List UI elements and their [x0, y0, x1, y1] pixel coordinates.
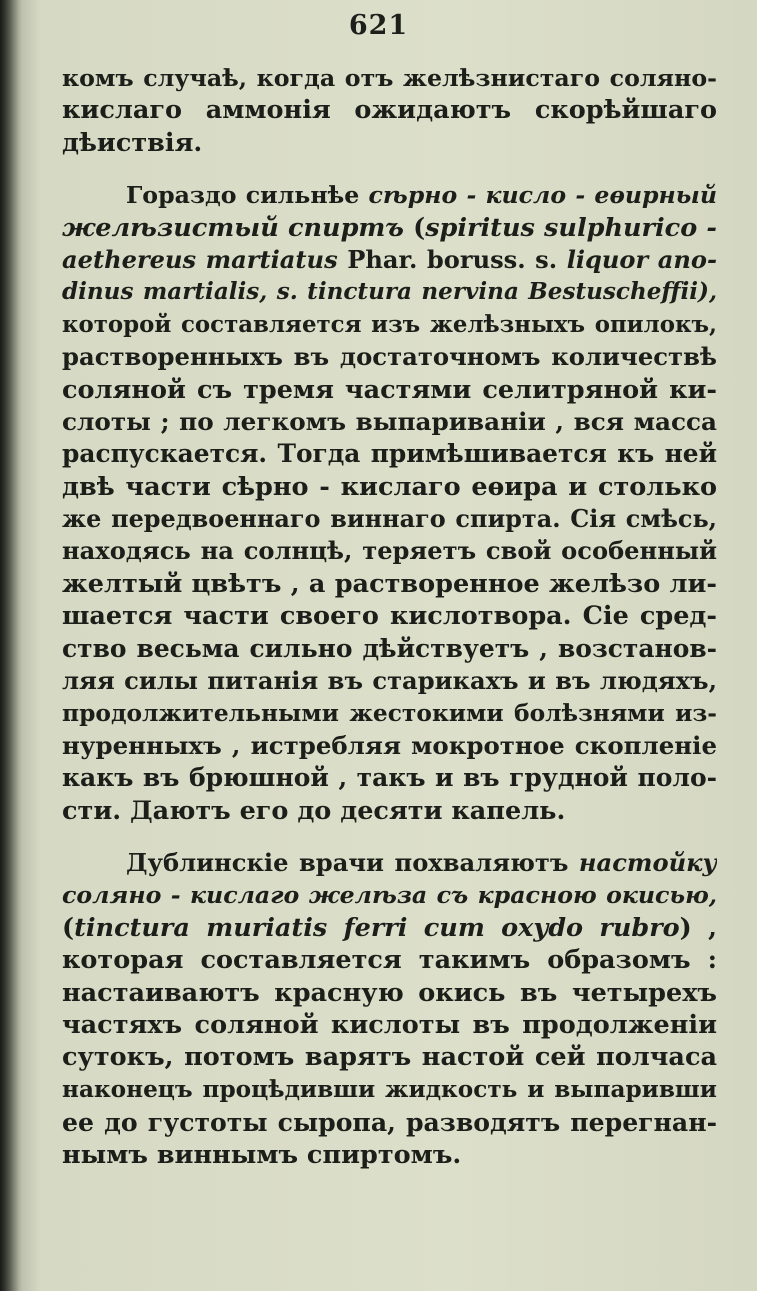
- text-run: частяхъ соляной кислоты въ продолженіи: [62, 1009, 717, 1040]
- text-line: [62, 406, 717, 438]
- text-run: кислаго аммонія ожидаютъ скорѣйшаго: [62, 95, 717, 126]
- text-line: [62, 879, 717, 911]
- text-run: которой составляется изъ желѣзныхъ опилокъ,: [62, 311, 717, 338]
- text-line: [62, 1106, 717, 1138]
- text-line: [62, 127, 717, 159]
- italic-text-run: сѣрно - кисло - еѳирный: [368, 181, 717, 210]
- text-run: ее до густоты сыропа, разводятъ перегнан-: [62, 1107, 717, 1138]
- text-line: [62, 697, 717, 729]
- paragraph-gap: [62, 827, 717, 847]
- text-run: соляной съ тремя частями селитряной ки-: [62, 374, 717, 405]
- text-run: (: [62, 912, 75, 943]
- text-line: [62, 503, 717, 535]
- text-run: наконецъ процѣдивши жидкость и выпаривши: [62, 1075, 717, 1103]
- text-run: которая составляется такимъ образомъ :: [62, 945, 717, 976]
- book-spine-shadow: [0, 0, 22, 1291]
- text-line: [62, 944, 717, 976]
- text-line: [62, 374, 717, 406]
- text-line: [62, 212, 717, 244]
- text-line: [62, 1139, 717, 1171]
- page-text: [62, 62, 717, 1171]
- text-run: распускается. Тогда примѣшивается къ ней: [62, 439, 717, 469]
- text-line: [62, 568, 717, 600]
- text-run: находясь на солнцѣ, теряетъ свой особенный: [62, 536, 717, 566]
- page-number: 621: [348, 10, 409, 41]
- text-run: комъ случаѣ, когда отъ желѣзнистаго соляно-: [62, 64, 717, 92]
- text-line: [62, 1041, 717, 1073]
- text-run: растворенныхъ въ достаточномъ количествѣ: [62, 342, 717, 372]
- italic-text-run: aethereus martiatus: [62, 244, 338, 274]
- text-run: двѣ части сѣрно - кислаго еѳира и столько: [62, 471, 717, 502]
- paragraph-gap: [62, 159, 717, 179]
- text-run: какъ въ брюшной , такъ и въ грудной поло-: [62, 763, 717, 793]
- italic-text-run: желѣзистый спиртъ: [62, 212, 404, 243]
- text-line: [62, 244, 717, 276]
- text-run: нымъ виннымъ спиртомъ.: [62, 1139, 462, 1170]
- text-run: сутокъ, потомъ варятъ настой сей полчаса: [62, 1042, 717, 1073]
- text-line: [62, 94, 717, 126]
- text-line: [62, 795, 717, 827]
- text-run: нуренныхъ , истребляя мокротное скопленіе: [62, 730, 717, 760]
- text-line: [62, 1009, 717, 1041]
- text-run: желтый цвѣтъ , а растворенное желѣзо ли-: [62, 568, 717, 599]
- text-line: [62, 847, 717, 879]
- italic-text-run: liquor ano-: [566, 244, 717, 274]
- italic-text-run: dinus martialis, s. tinctura nervina Bestuscheffii),: [62, 278, 717, 306]
- text-line: [62, 633, 717, 665]
- text-run: продолжительными жестокими болѣзнями из-: [62, 699, 717, 728]
- text-run: слоты ; по легкомъ выпариваніи , вся масса: [62, 406, 717, 436]
- text-line: [62, 62, 717, 94]
- text-line: [62, 276, 717, 308]
- text-run: настаиваютъ красную окись въ четырехъ: [62, 977, 717, 1008]
- text-line: [62, 309, 717, 341]
- text-line: [62, 179, 717, 211]
- italic-text-run: spiritus sulphurico -: [425, 212, 717, 243]
- text-line: [62, 341, 717, 373]
- text-line: [62, 438, 717, 470]
- text-run: сти. Даютъ его до десяти капель.: [62, 795, 566, 826]
- text-line: [62, 1074, 717, 1106]
- text-run: Phar. boruss. s.: [337, 244, 567, 274]
- italic-text-run: настойку: [578, 847, 717, 877]
- text-run: ) ,: [679, 912, 717, 943]
- text-run: дѣиствія.: [62, 127, 203, 158]
- text-run: ство весьма сильно дѣйствуетъ , возстанов-: [62, 633, 717, 663]
- text-line: [62, 762, 717, 794]
- text-line: [62, 600, 717, 632]
- italic-text-run: соляно - кислаго желѣза съ красною окисью,: [62, 881, 717, 910]
- italic-text-run: tinctura muriatis ferri cum oxydo rubro: [74, 912, 680, 943]
- text-line: [62, 730, 717, 762]
- text-run: же передвоеннаго виннаго спирта. Сія смѣсь,: [62, 505, 717, 534]
- text-run: шается части своего кислотвора. Сіе сред-: [62, 601, 717, 632]
- text-run: Гораздо сильнѣе: [126, 181, 369, 210]
- text-run: (: [403, 212, 426, 243]
- text-line: [62, 471, 717, 503]
- text-line: [62, 977, 717, 1009]
- text-line: [62, 665, 717, 697]
- text-line: [62, 535, 717, 567]
- text-run: ляя силы питанія въ старикахъ и въ людяхъ,: [62, 666, 717, 696]
- text-run: Дублинскіе врачи похваляютъ: [126, 847, 579, 877]
- text-line: [62, 912, 717, 944]
